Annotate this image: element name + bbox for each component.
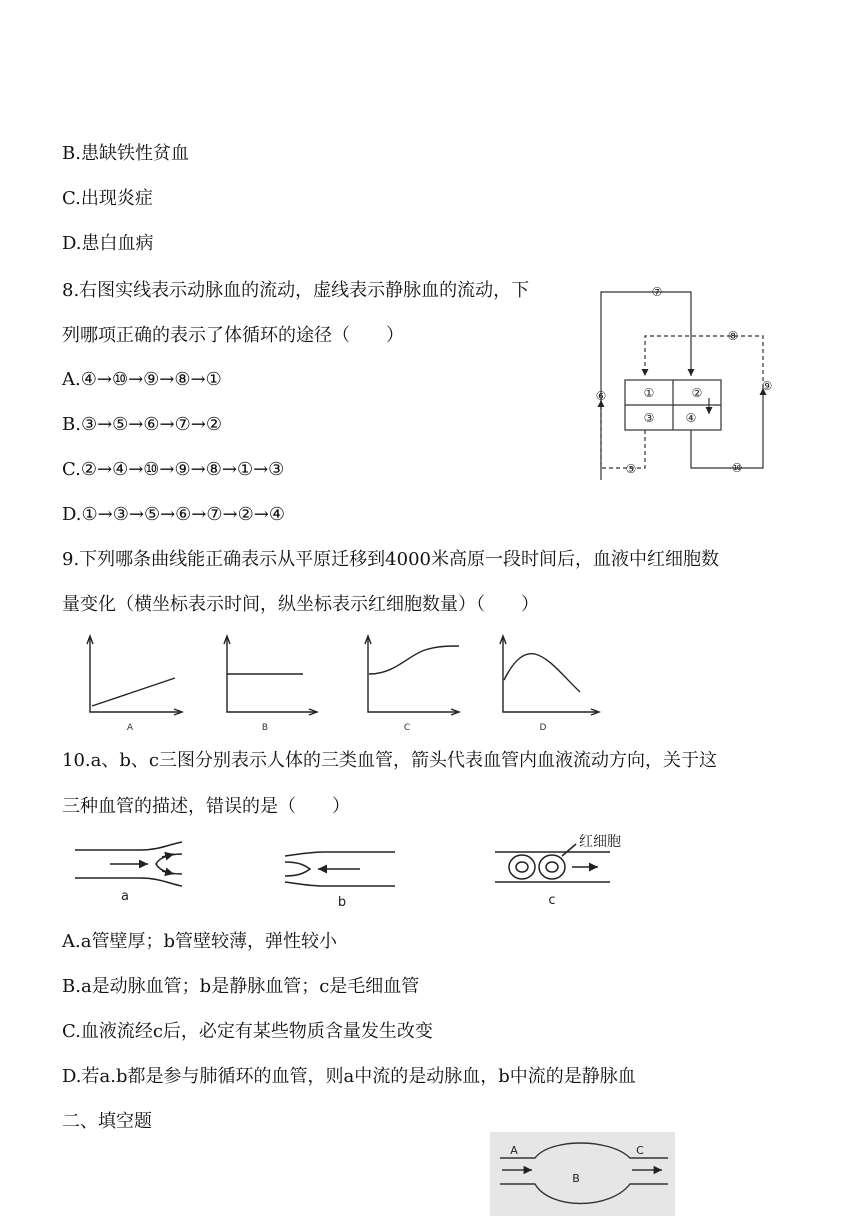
rbc-label: 红细胞 [579, 834, 621, 850]
diagram-label-4: ④ [685, 411, 697, 425]
q10-option-b: B.a是动脉血管；b是静脉血管；c是毛细血管 [62, 976, 420, 997]
q10-option-d: D.若a.b都是参与肺循环的血管，则a中流的是动脉血，b中流的是静脉血 [62, 1066, 636, 1087]
diagram-label-7: ⑦ [651, 285, 663, 299]
q7-option-d: D.患白血病 [62, 233, 154, 254]
diagram-label-3: ③ [643, 411, 655, 425]
circulation-diagram [585, 280, 785, 480]
bottom-label-b: B [572, 1172, 580, 1185]
vessel-figures [70, 830, 640, 915]
q8-stem-line2: 列哪项正确的表示了体循环的途径（ ） [62, 325, 404, 346]
diagram-label-2: ② [691, 386, 703, 400]
bottom-vessel-figure [490, 1132, 675, 1216]
q10-stem-line2: 三种血管的描述，错误的是（ ） [62, 796, 350, 817]
graph-d [500, 636, 599, 715]
q10-option-c: C.血液流经c后，必定有某些物质含量发生改变 [62, 1021, 433, 1042]
diagram-label-1: ① [643, 386, 655, 400]
graph-label-b: B [261, 723, 269, 733]
vessel-a [75, 842, 182, 886]
graph-label-a: A [126, 723, 134, 733]
section-title: 二、填空题 [62, 1111, 152, 1132]
diagram-label-8: ⑧ [727, 329, 739, 343]
graph-label-c: C [403, 723, 411, 733]
diagram-label-9: ⑨ [761, 379, 773, 393]
q10-option-a: A.a管壁厚；b管壁较薄，弹性较小 [62, 931, 337, 952]
q8-option-b: B.③→⑤→⑥→⑦→② [62, 414, 222, 435]
vessel-label-c: c [548, 893, 556, 908]
diagram-label-5: ⑤ [625, 462, 637, 476]
bottom-label-c: C [636, 1144, 644, 1157]
q7-option-c: C.出现炎症 [62, 188, 153, 209]
graph-a [87, 636, 182, 715]
vessel-b [285, 852, 395, 886]
vessel-label-a: a [121, 889, 129, 904]
diagram-label-6: ⑥ [595, 389, 607, 403]
q9-stem-line2: 量变化（横坐标表示时间，纵坐标表示红细胞数量）（ ） [62, 594, 539, 615]
q8-option-c: C.②→④→⑩→⑨→⑧→①→③ [62, 459, 285, 480]
graph-b [224, 636, 317, 715]
curve-graphs [75, 630, 620, 740]
q8-stem-line1: 8.右图实线表示动脉血的流动，虚线表示静脉血的流动，下 [62, 280, 530, 301]
vessel-label-b: b [337, 895, 347, 910]
diagram-label-10: ⑩ [731, 461, 743, 475]
q10-stem-line1: 10.a、b、c三图分别表示人体的三类血管，箭头代表血管内血液流动方向，关于这 [62, 750, 717, 771]
graph-c [365, 636, 459, 715]
q8-option-d: D.①→③→⑤→⑥→⑦→②→④ [62, 504, 285, 525]
q9-stem-line1: 9.下列哪条曲线能正确表示从平原迁移到4000米高原一段时间后，血液中红细胞数 [62, 549, 719, 570]
q7-option-b: B.患缺铁性贫血 [62, 143, 189, 164]
q8-option-a: A.④→⑩→⑨→⑧→① [62, 369, 222, 390]
bottom-label-a: A [510, 1144, 518, 1157]
graph-label-d: D [539, 723, 547, 733]
